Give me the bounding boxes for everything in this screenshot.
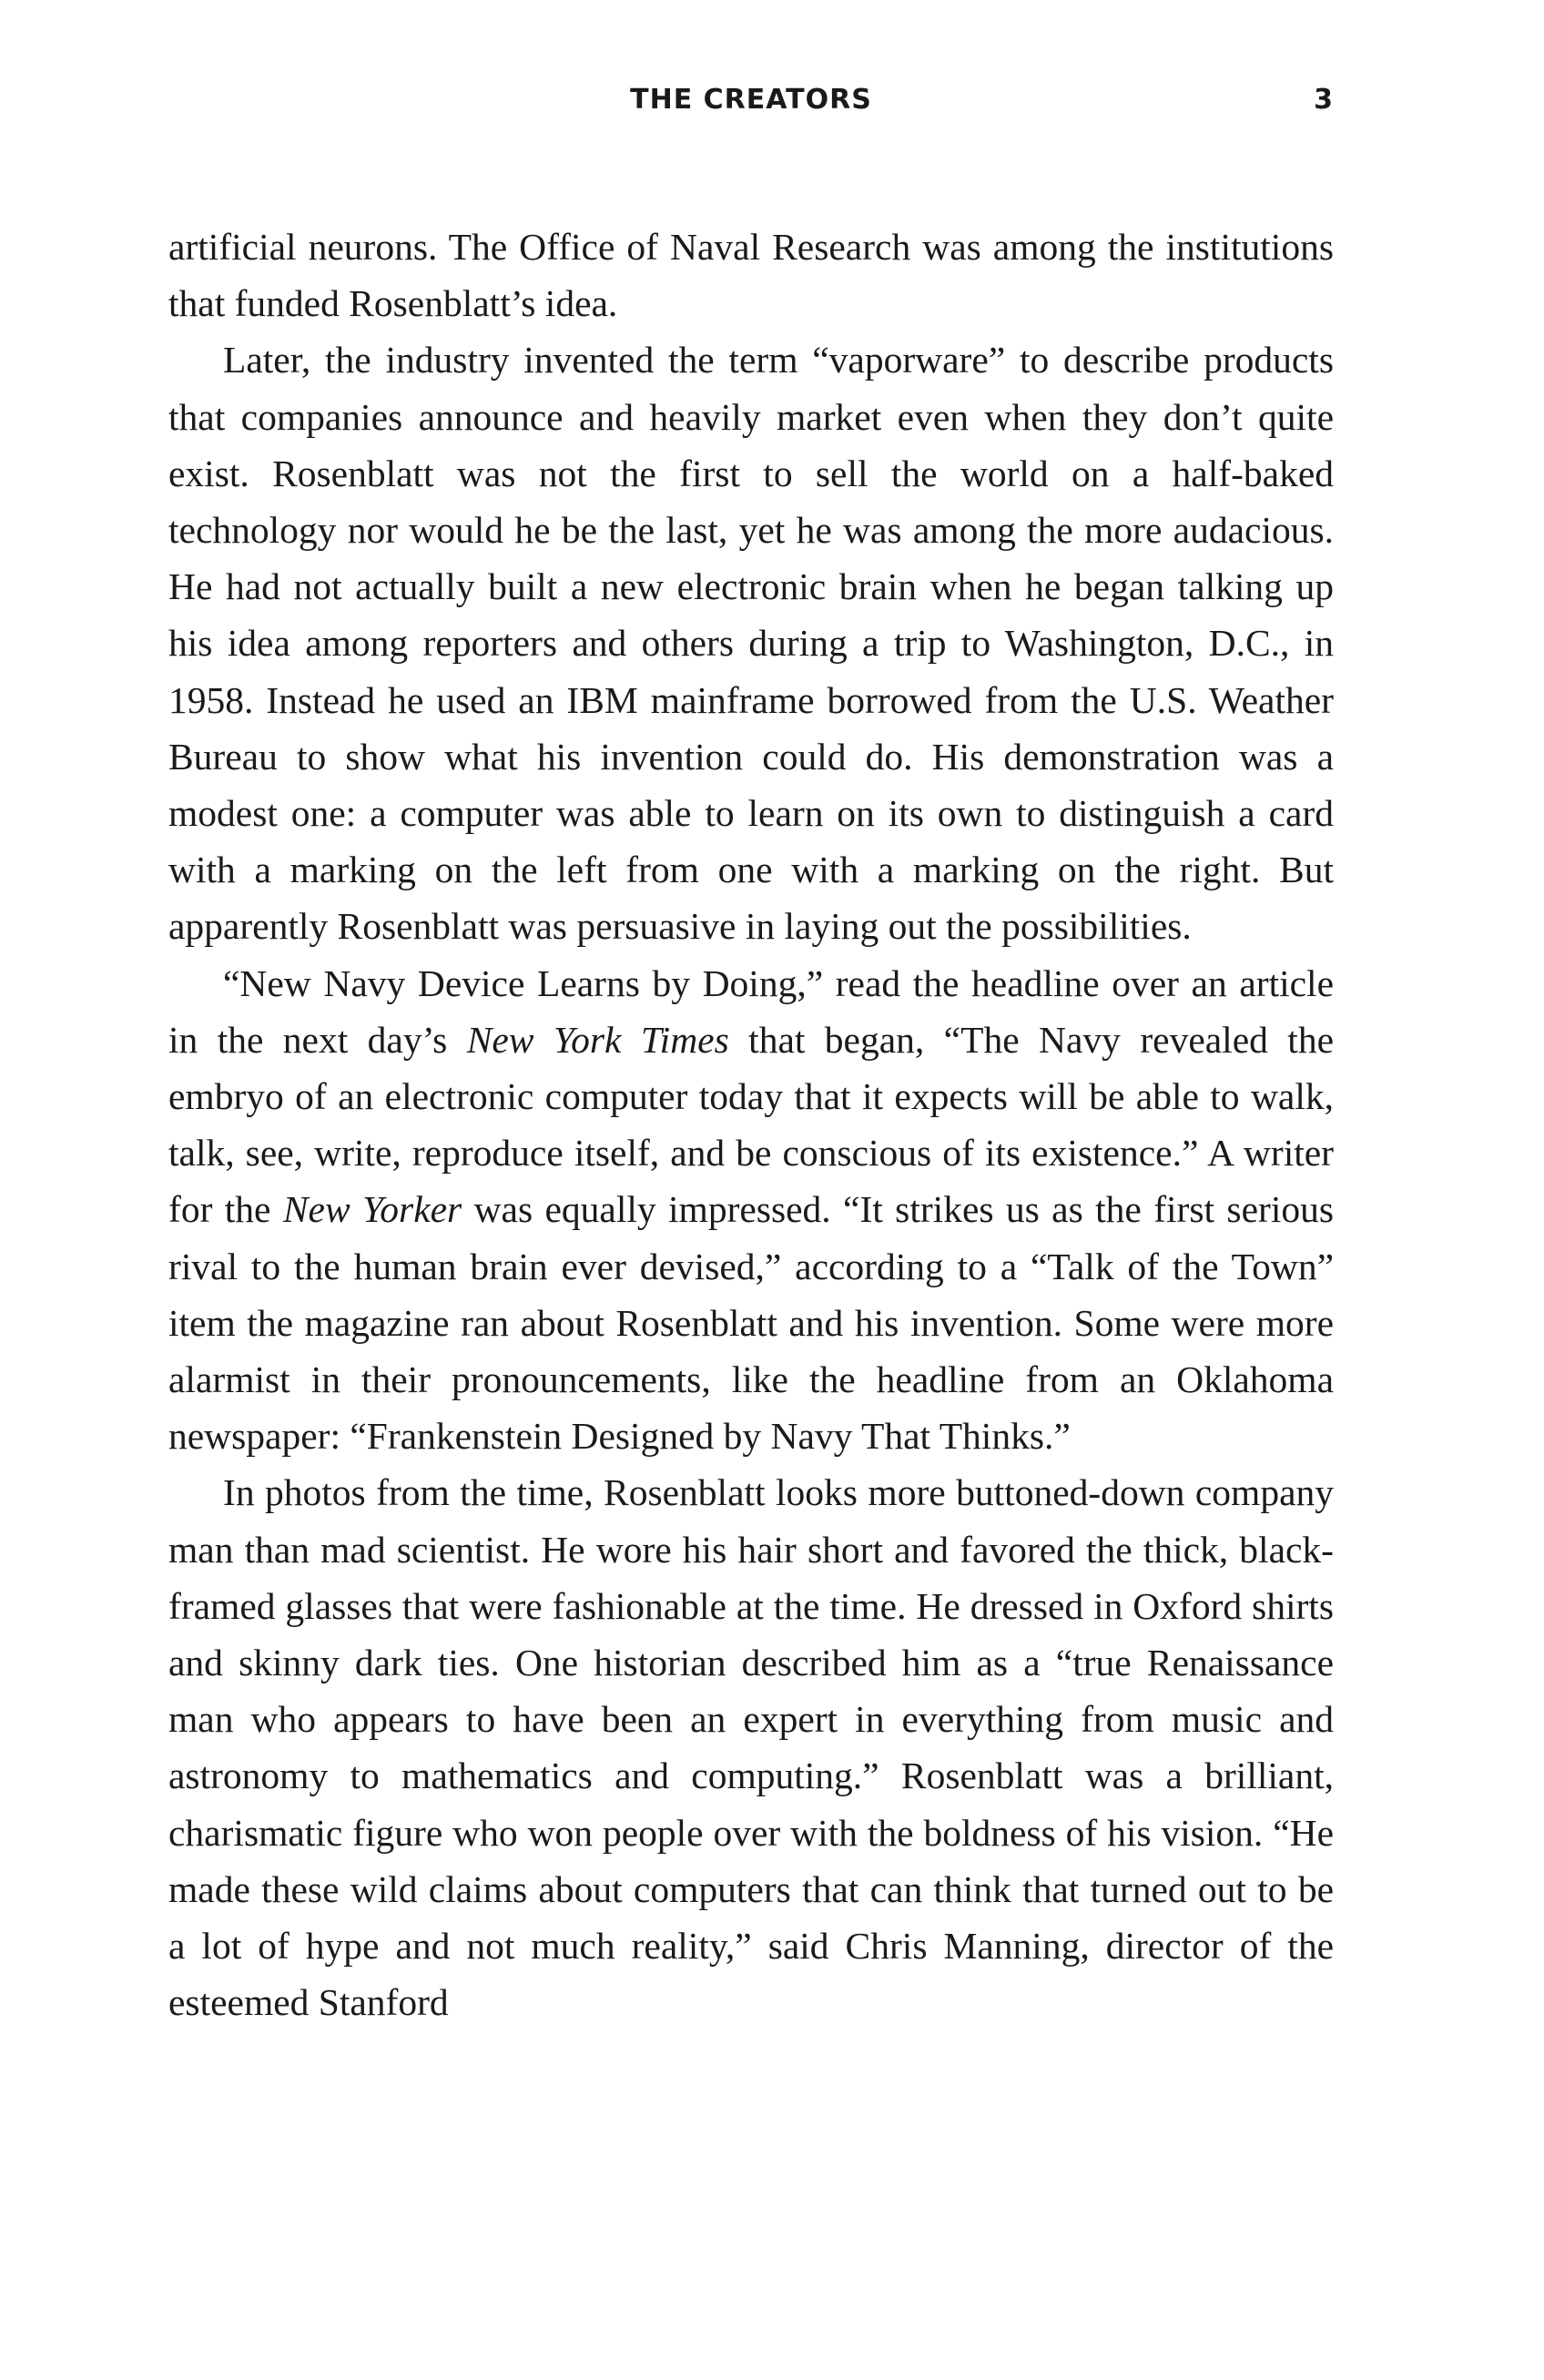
publication-title-new-york-times: New York Times (466, 1018, 729, 1061)
paragraph-3-text-a: “New Navy Device Learns by Doing,” read the headline over an article in the next day’s (168, 961, 1334, 1061)
page-number: 3 (1314, 84, 1334, 116)
paragraph-2-text: Later, the industry invented the term “vaporware” to describe products that companies announce and heavily market even when they don’t quite exist. Rosenblatt was not the first to sell the world on a half-baked technology nor would he be the last, yet he was among the more audacious. He had not actually built a new electronic brain when he began talking up his idea among reporters and others during a trip to Washington, D.C., in 1958. Instead he used an IBM mainframe borrowed from the U.S. Weather Bureau to show what his invention could do. His demonstration was a modest one: a computer was able to learn on its own to distinguish a card with a marking on the left from one with a marking on the right. But apparently Rosenblatt was persuasive in laying out the possibilities. (168, 339, 1334, 948)
paragraph-2 (168, 331, 1334, 954)
paragraph-4 (168, 1464, 1334, 2030)
paragraph-1 (168, 219, 1334, 331)
publication-title-new-yorker: New Yorker (282, 1188, 462, 1231)
body-text (168, 219, 1334, 2031)
paragraph-4-text: In photos from the time, Rosenblatt looks more buttoned-down company man than mad scientist. He wore his hair short and favored the thick, black-framed glasses that were fashionable at the time. He dressed in Oxford shirts and skinny dark ties. One historian described him as a “true Renaissance man who appears to have been an expert in everything from music and astronomy to mathematics and computing.” Rosenblatt was a brilliant, charismatic figure who won people over with the boldness of his vision. “He made these wild claims about computers that can think that turned out to be a lot of hype and not much reality,” said Chris Manning, director of the esteemed Stanford (168, 1471, 1334, 2024)
paragraph-3-text-b: that began, “The Navy revealed the embryo of an electronic computer today that it expects will be able to walk, talk, see, write, reproduce itself, and be conscious of its existence.” A writer for the (168, 1018, 1334, 1231)
running-head (168, 84, 1334, 129)
running-title: THE CREATORS (630, 84, 872, 116)
paragraph-3-text-c: was equally impressed. “It strikes us as the first serious rival to the human brain ever devised,” according to a “Talk of the Town” item the magazine ran about Rosenblatt and his invention. Some were more alarmist in their pronouncements, like the headline from an Oklahoma newspaper: “Frankenstein Designed by Navy That Thinks.” (168, 1188, 1335, 1458)
paragraph-3 (168, 955, 1334, 1465)
paragraph-1-text: artificial neurons. The Office of Naval Research was among the institutions that funded Rosenblatt’s idea. (168, 226, 1334, 325)
